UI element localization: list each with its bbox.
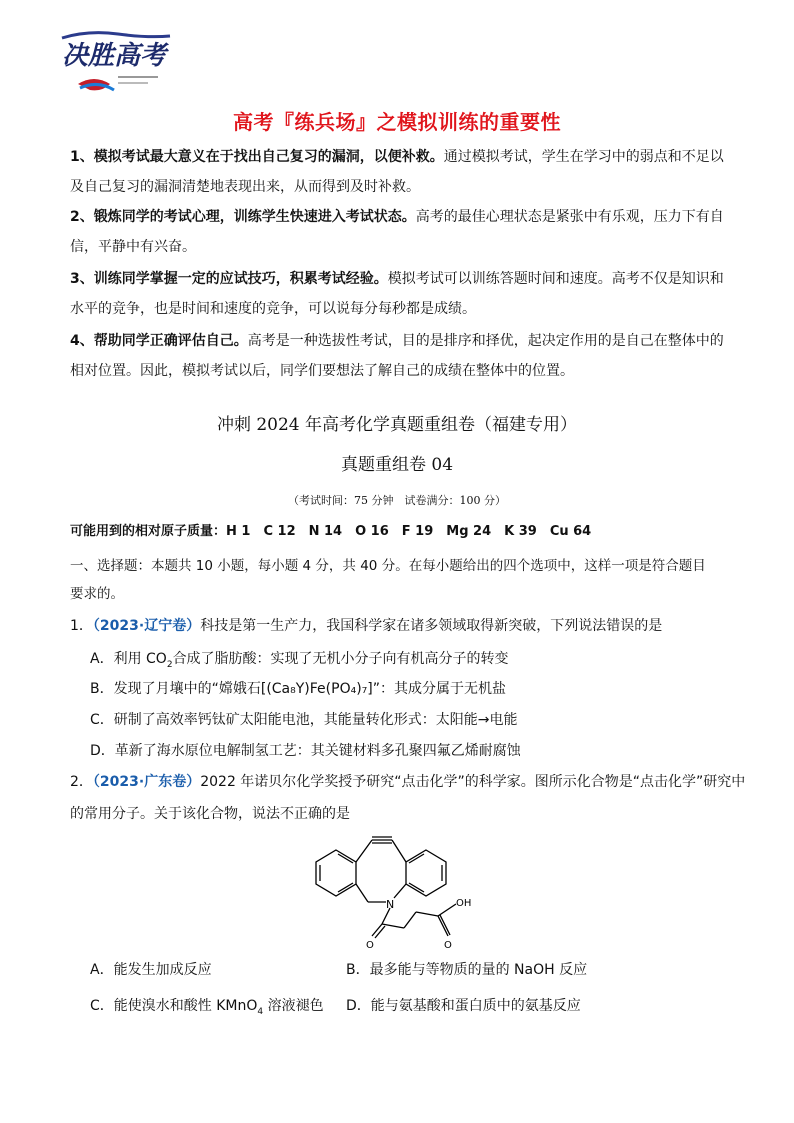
atom-oh: OH: [456, 898, 472, 909]
intro-item-text: 通过模拟考试，学生在学习中的弱点和不足以及自己复习的漏洞清楚地表现出来，从而得到及时补救。: [70, 149, 724, 195]
logo: [58, 28, 176, 104]
question-source: （2023·广东卷）: [92, 774, 201, 790]
intro-item-text: 高考的最佳心理状态是紧张中有乐观，压力下有自信，平静中有兴奋。: [70, 209, 724, 255]
exam-time-info: （考试时间：75 分钟 试卷满分：100 分）: [288, 494, 506, 507]
question-text: 科技是第一生产力，我国科学家在诸多领域取得新突破，下列说法错误的是: [200, 618, 663, 634]
chemical-structure: [306, 832, 506, 948]
q1-option-b[interactable]: B．发现了月壤中的“嫦娥石[(Ca₈Y)Fe(PO₄)₇]”：其成分属于无机盐: [90, 681, 506, 697]
exam-subtitle: 真题重组卷 04: [340, 455, 454, 475]
intro-title: 高考『练兵场』之模拟训练的重要性: [233, 110, 561, 134]
atomic-masses: 可能用到的相对原子质量：H 1 C 12 N 14 O 16 F 19 Mg 24 K 39 Cu 64: [70, 524, 592, 539]
q2-option-d[interactable]: D．能与氨基酸和蛋白质中的氨基反应: [346, 998, 581, 1014]
intro-item-text: 模拟考试可以训练答题时间和速度。高考不仅是知识和水平的竞争，也是时间和速度的竞争，可以说每分每秒都是成绩。: [70, 271, 724, 317]
q1-option-d[interactable]: D．革新了海水原位电解制氢工艺：其关键材料多孔聚四氟乙烯耐腐蚀: [90, 743, 521, 759]
question-number: 2．: [70, 774, 93, 790]
question-text: 2022 年诺贝尔化学奖授予研究“点击化学”的科学家。图所示化合物是“点击化学”研究中: [200, 774, 746, 790]
question-number: 1．: [70, 618, 93, 634]
intro-item-3: [70, 264, 730, 324]
intro-item-bold: 4、帮助同学正确评估自己。: [70, 333, 248, 349]
question-source: （2023·辽宁卷）: [92, 618, 201, 634]
q1-option-c[interactable]: C．研制了高效率钙钛矿太阳能电池，其能量转化形式：太阳能→电能: [90, 712, 518, 728]
question-1-stem: [70, 615, 662, 637]
logo-text: 决胜高考: [62, 41, 167, 71]
q2-option-c[interactable]: C．能使溴水和酸性 KMnO$_4$ 溶液褪色: [90, 998, 324, 1017]
intro-item-4: [70, 326, 730, 386]
atom-n: N: [386, 898, 395, 911]
section-instructions-line2: 要求的。: [70, 586, 124, 602]
question-2-stem-line2: 的常用分子。关于该化合物，说法不正确的是: [70, 806, 350, 822]
q1-option-a[interactable]: A．利用 $CO_2$合成了脂肪酸：实现了无机小分子向有机高分子的转变: [90, 651, 509, 670]
atom-o: O: [444, 940, 452, 948]
atom-o: O: [366, 940, 374, 948]
intro-item-text: 高考是一种选拔性考试，目的是排序和择优，起决定作用的是自己在整体中的相对位置。因此，模拟考试以后，同学们要想法了解自己的成绩在整体中的位置。: [70, 333, 724, 379]
intro-item-bold: 3、训练同学掌握一定的应试技巧，积累考试经验。: [70, 271, 388, 287]
intro-item-2: [70, 202, 730, 262]
q2-option-a[interactable]: A．能发生加成反应: [90, 962, 212, 978]
question-2-stem-line1: [70, 771, 745, 793]
q2-option-b[interactable]: B．最多能与等物质的量的 NaOH 反应: [346, 962, 588, 978]
intro-item-bold: 2、锻炼同学的考试心理，训练学生快速进入考试状态。: [70, 209, 416, 225]
intro-item-1: [70, 142, 730, 202]
exam-title: 冲刺 2024 年高考化学真题重组卷（福建专用）: [216, 415, 578, 435]
section-instructions-line1: 一、选择题：本题共 10 小题，每小题 4 分，共 40 分。在每小题给出的四个选项中，这样一项是符合题目: [70, 558, 706, 574]
intro-item-bold: 1、模拟考试最大意义在于找出自己复习的漏洞，以便补救。: [70, 149, 444, 165]
